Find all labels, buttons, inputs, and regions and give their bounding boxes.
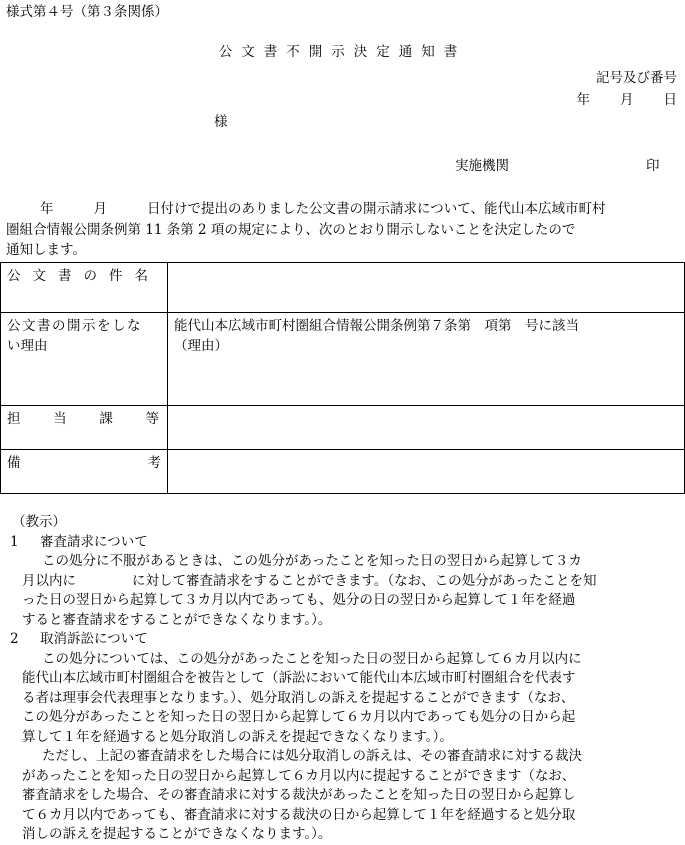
section-2-line: 審査請求をした場合、その審査請求に対する裁決があったことを知った日の翌日から起算し bbox=[22, 787, 576, 803]
section-2-line: 算して１年を経過すると処分取消しの訴えを提起できなくなります。）。 bbox=[22, 728, 453, 745]
section-1-line: った日の翌日から起算して３カ月以内であっても、処分の日の翌日から起算して１年を経過 bbox=[22, 592, 576, 608]
decision-table bbox=[0, 262, 685, 494]
instructions-section bbox=[0, 513, 685, 845]
reference-number-label: 記号及び番号 bbox=[596, 70, 677, 86]
issue-date bbox=[577, 88, 678, 108]
section-2-line: る者は理事会代表理事となります。）、処分取消しの訴えを提起することができます（なお、 bbox=[22, 689, 575, 706]
reason-value: 能代山本広域市町村圏組合情報公開条例第７条第 項第 号に該当 （理由） bbox=[168, 313, 685, 406]
table-row bbox=[1, 313, 685, 406]
date-day: 日 bbox=[663, 92, 677, 108]
reason-label: 公文書の開示をしな い理由 bbox=[1, 313, 168, 406]
table-row bbox=[1, 450, 685, 494]
document-title: 公文書不開示決定通知書 bbox=[218, 44, 467, 60]
form-number: 様式第４号（第３条関係） bbox=[6, 4, 168, 20]
addressee-suffix: 様 bbox=[214, 114, 228, 130]
section-2-line: 消しの訴えを提起することができなくなります。）。 bbox=[22, 826, 332, 842]
table-row bbox=[1, 406, 685, 450]
subject-value bbox=[168, 263, 685, 313]
body-line-2: 圏組合情報公開条例第 11 条第 2 項の規定により、次のとおり開示しないことを決定したので bbox=[6, 221, 576, 238]
department-label: 担 当 課 等 bbox=[1, 406, 168, 450]
section-2-line: この処分については、この処分があったことを知った日の翌日から起算して６カ月以内に bbox=[42, 650, 582, 667]
department-value bbox=[168, 406, 685, 450]
section-1-line: 月以内に に対して審査請求をすることができます。（なお、この処分があったことを知 bbox=[22, 572, 597, 589]
instructions-heading: （教示） bbox=[12, 514, 66, 530]
date-year: 年 bbox=[576, 92, 590, 108]
remarks-value bbox=[168, 450, 685, 494]
body-line-3: 通知します。 bbox=[6, 242, 86, 258]
agency-label: 実施機関 bbox=[455, 158, 509, 174]
seal-mark: 印 bbox=[646, 158, 660, 174]
table-row bbox=[1, 263, 685, 313]
section-1-title: 1 審査請求について bbox=[10, 533, 148, 550]
section-2-line: ただし、上記の審査請求をした場合には処分取消しの訴えは、その審査請求に対する裁決 bbox=[42, 748, 582, 764]
body-line-1: 年 月 日付けで提出のありました公文書の開示請求について、能代山本広域市町村 bbox=[40, 201, 606, 217]
date-month: 月 bbox=[620, 92, 634, 108]
subject-label: 公文書の件名 bbox=[1, 263, 168, 313]
section-2-line: この処分があったことを知った日の翌日から起算して６カ月以内であっても処分の日から起 bbox=[22, 709, 576, 725]
section-2-line: 能代山本広域市町村圏組合を被告として（訴訟において能代山本広域市町村圏組合を代表す bbox=[22, 670, 576, 686]
section-2-line: て６カ月以内であっても、審査請求に対する裁決の日から起算して１年を経過すると処分取 bbox=[22, 806, 576, 823]
notice-body bbox=[0, 199, 685, 261]
section-2-title: 2 取消訴訟について bbox=[10, 631, 148, 647]
remarks-label: 備 考 bbox=[1, 450, 168, 494]
section-1-line: すると審査請求をすることができなくなります。）。 bbox=[22, 611, 332, 628]
section-1-line: この処分に不服があるときは、この処分があったことを知った日の翌日から起算して３カ bbox=[42, 553, 582, 569]
section-2-line: があったことを知った日の翌日から起算して６カ月以内に提起することができます（なお、 bbox=[22, 767, 576, 784]
